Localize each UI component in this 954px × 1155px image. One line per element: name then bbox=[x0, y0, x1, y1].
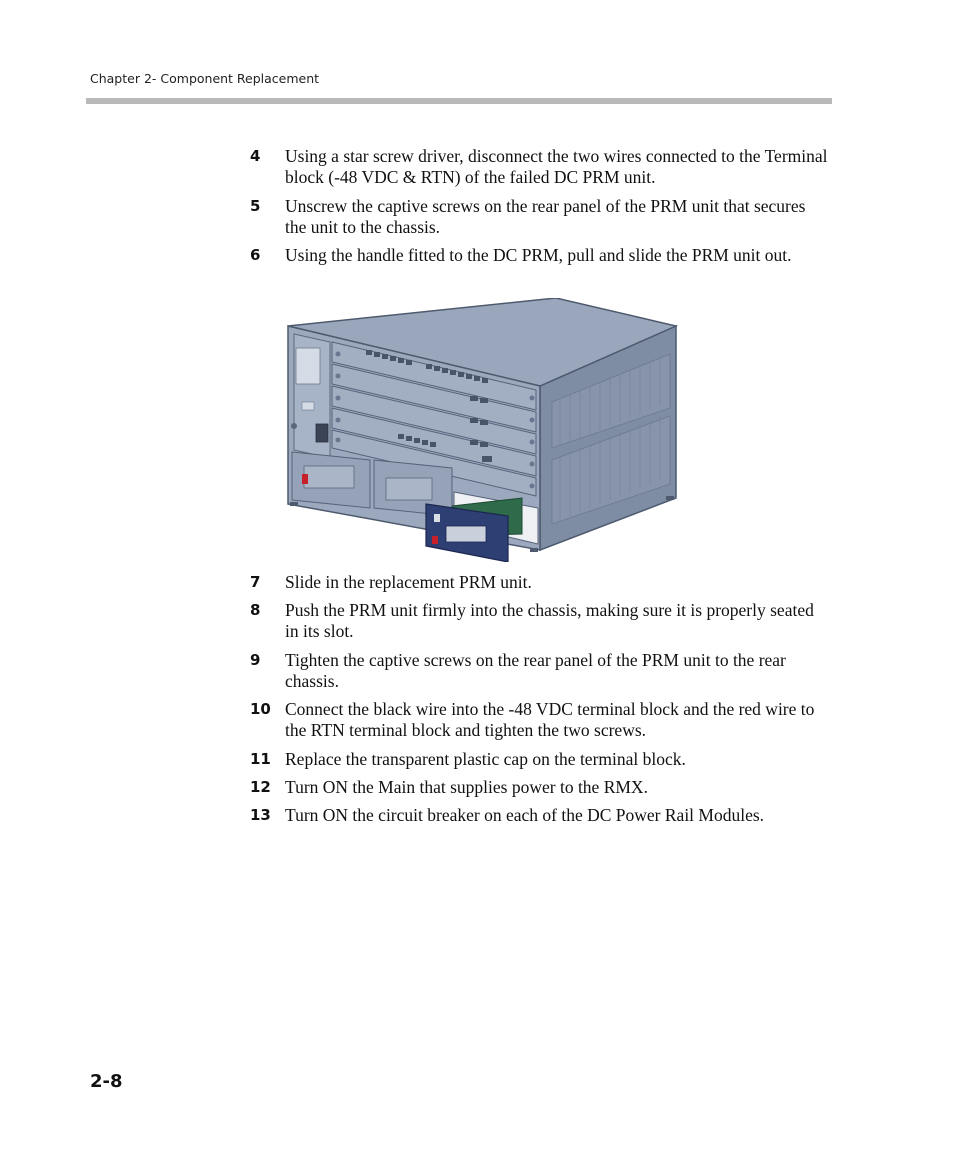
step-number: 7 bbox=[250, 573, 261, 591]
chassis-illustration bbox=[286, 298, 678, 562]
step-7 bbox=[250, 572, 830, 593]
step-text: Turn ON the Main that supplies power to the RMX. bbox=[285, 777, 648, 797]
step-6 bbox=[250, 245, 830, 266]
step-number: 13 bbox=[250, 806, 271, 824]
step-text: Tighten the captive screws on the rear panel of the PRM unit to the rear chassis. bbox=[285, 650, 786, 691]
step-text: Using a star screw driver, disconnect the two wires connected to the Terminal block (-48 VDC & RTN) of the failed DC PRM unit. bbox=[285, 146, 828, 187]
step-text: Connect the black wire into the -48 VDC terminal block and the red wire to the RTN terminal block and tighten the two screws. bbox=[285, 699, 815, 740]
header-rule bbox=[86, 98, 832, 104]
step-13 bbox=[250, 805, 830, 826]
page-number: 2-8 bbox=[90, 1071, 123, 1092]
step-number: 4 bbox=[250, 147, 261, 165]
rmx-chassis-icon bbox=[286, 298, 678, 562]
step-9 bbox=[250, 650, 830, 692]
step-text: Turn ON the circuit breaker on each of the DC Power Rail Modules. bbox=[285, 805, 765, 825]
step-4 bbox=[250, 146, 830, 188]
step-number: 5 bbox=[250, 197, 261, 215]
step-11 bbox=[250, 749, 830, 770]
step-5 bbox=[250, 196, 830, 238]
step-8 bbox=[250, 600, 830, 642]
step-number: 9 bbox=[250, 651, 261, 669]
step-text: Slide in the replacement PRM unit. bbox=[285, 572, 532, 592]
red-terminal-icon bbox=[302, 474, 308, 484]
step-text: Unscrew the captive screws on the rear panel of the PRM unit that secures the unit to the chassis. bbox=[285, 196, 806, 237]
step-number: 10 bbox=[250, 700, 271, 718]
step-number: 12 bbox=[250, 778, 271, 796]
step-12 bbox=[250, 777, 830, 798]
chapter-header: Chapter 2- Component Replacement bbox=[90, 71, 320, 86]
step-text: Using the handle fitted to the DC PRM, pull and slide the PRM unit out. bbox=[285, 245, 792, 265]
step-10 bbox=[250, 699, 830, 741]
step-number: 11 bbox=[250, 750, 271, 768]
step-number: 6 bbox=[250, 246, 261, 264]
step-number: 8 bbox=[250, 601, 261, 619]
step-text: Push the PRM unit firmly into the chassis, making sure it is properly seated in its slot. bbox=[285, 600, 814, 641]
step-text: Replace the transparent plastic cap on the terminal block. bbox=[285, 749, 686, 769]
